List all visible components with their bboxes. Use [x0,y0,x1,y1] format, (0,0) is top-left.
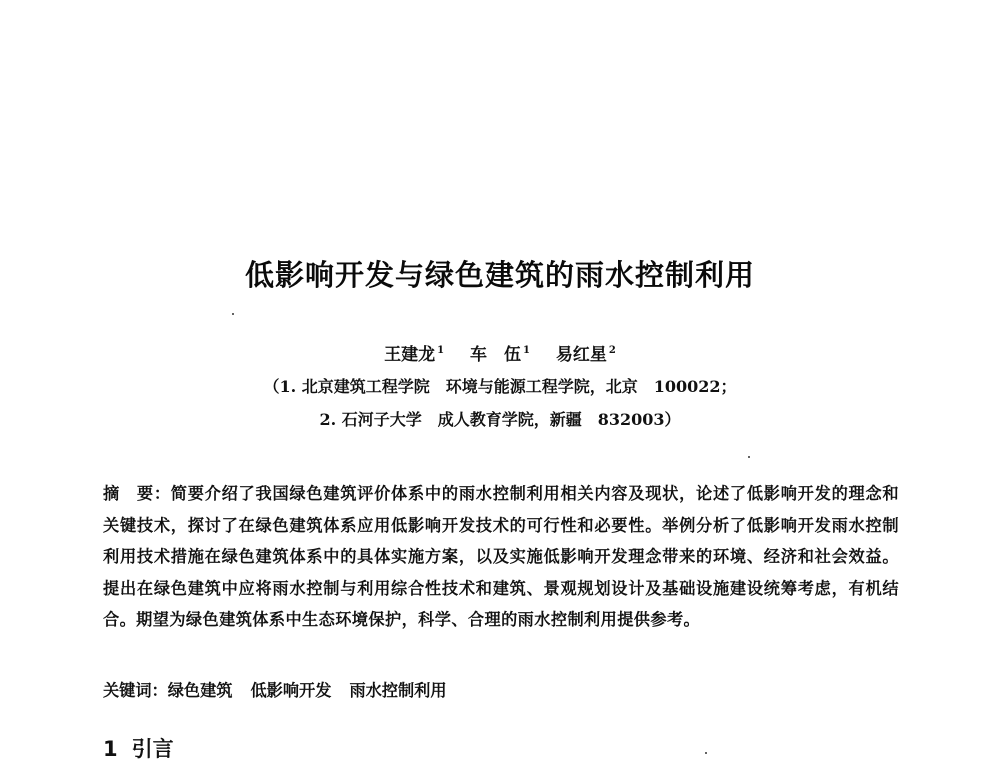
scan-speck [748,456,750,458]
author [384,340,444,365]
author-affil-mark: 1 [437,345,445,356]
author-list [0,340,1000,365]
author-affil-mark: 2 [608,345,616,356]
keyword: 低影响开发 [250,681,332,700]
section-number: 1 [103,737,118,761]
author-name: 易红星 [555,345,607,365]
author-affil-mark: 1 [523,345,530,356]
scan-speck [232,313,234,315]
author [556,340,616,365]
affiliation-1: （1. 北京建筑工程学院 环境与能源工程学院，北京 100022； [263,377,737,396]
keywords-label: 关键词： [103,681,168,700]
author-name: 王建龙 [384,345,436,365]
scan-speck [705,752,707,754]
abstract-text: 简要介绍了我国绿色建筑评价体系中的雨水控制利用相关内容及现状，论述了低影响开发的理念和关键技术，探讨了在绿色建筑体系应用低影响开发技术的可行性和必要性。举例分析了低影响开发雨水控制利用技术措施在绿色建筑体系中的具体实施方案，以及实施低影响开发理念带来的环境、经济和社会效益。提出在绿色建筑中应将雨水控制与利用综合性技术和建筑、景观规划设计及基础设施建设统筹考虑，有机结合。期望为绿色建筑体系中生态环境保护，科学、合理的雨水控制利用提供参考。 [103,484,899,629]
author-name: 车 伍 [470,345,522,365]
keyword: 绿色建筑 [167,681,233,700]
keyword: 雨水控制利用 [349,681,447,700]
abstract-label: 摘 要： [103,484,171,503]
affiliation-2: 2. 石河子大学 成人教育学院，新疆 832003） [319,410,681,429]
author [470,340,530,365]
abstract [103,478,899,636]
keywords [103,677,465,701]
section-title: 引言 [131,737,174,761]
section-heading [103,733,174,763]
paper-title: 低影响开发与绿色建筑的雨水控制利用 [244,258,755,292]
